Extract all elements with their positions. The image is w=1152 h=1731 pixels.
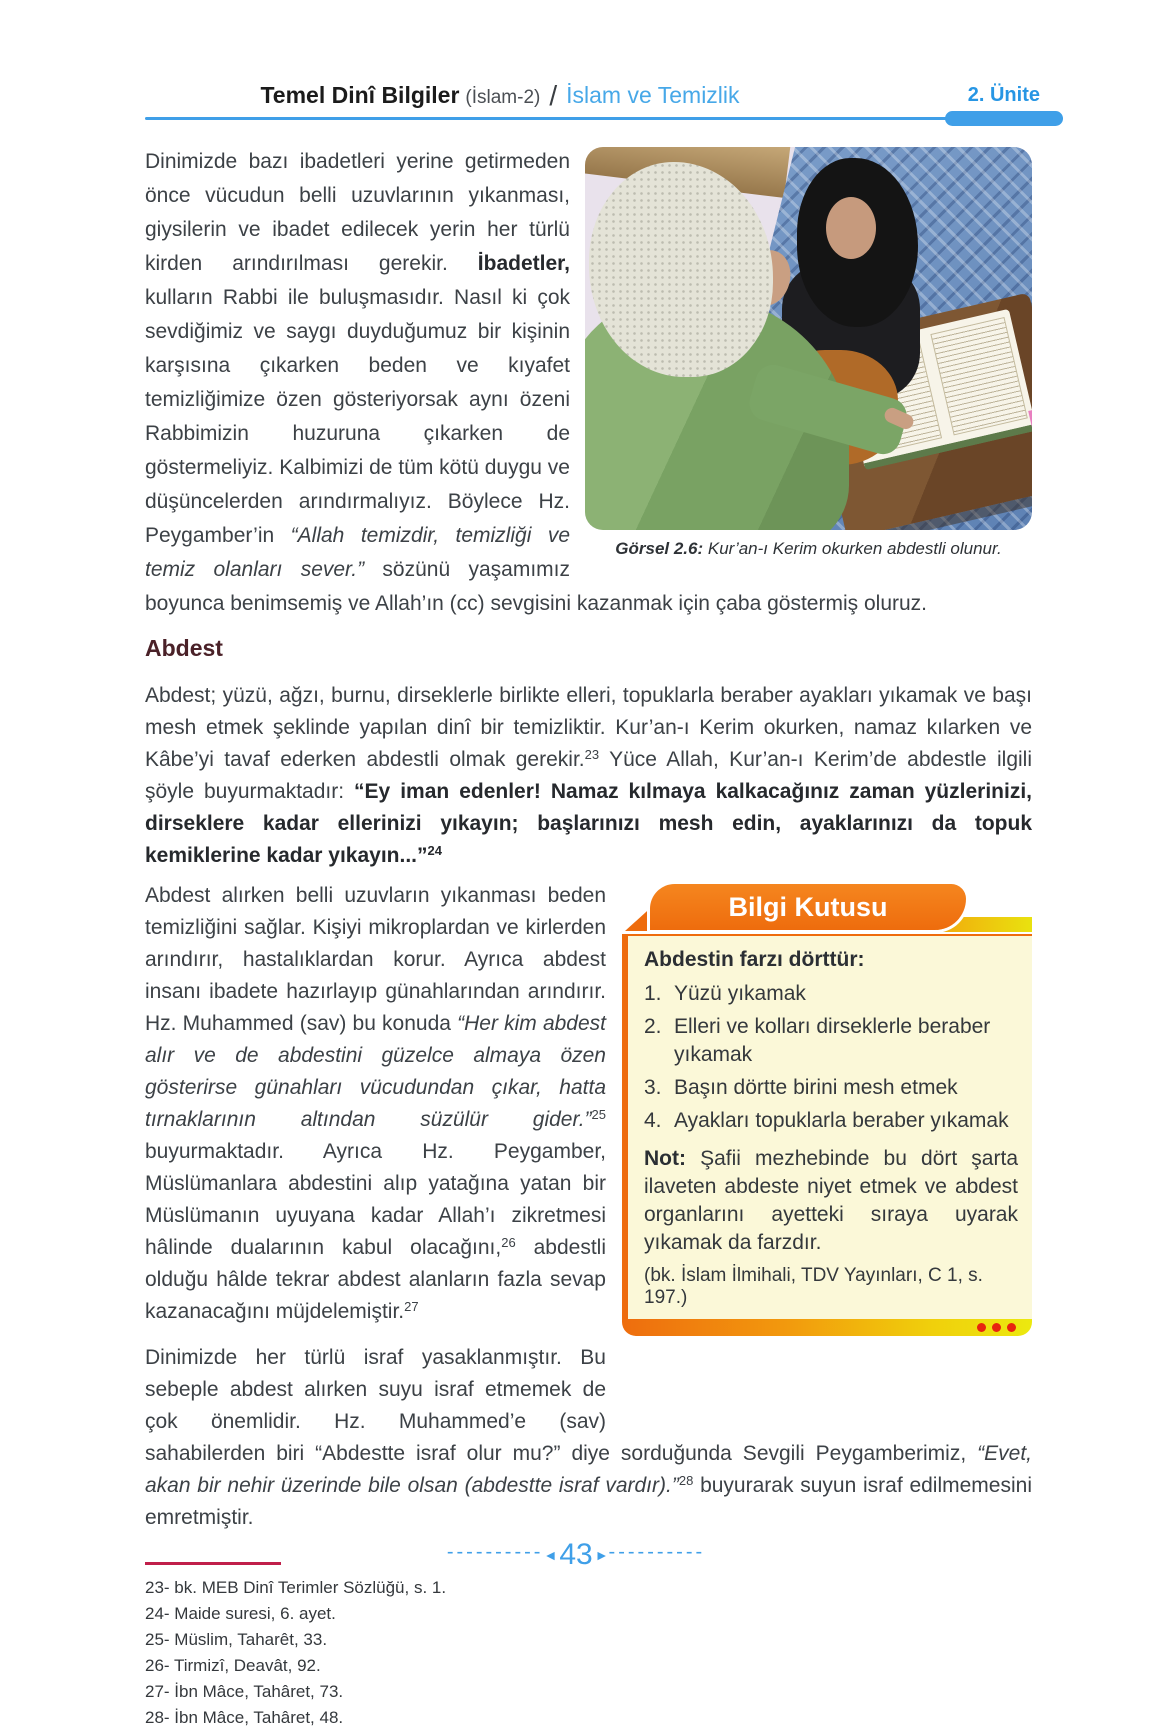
abdest-text-2: Yüce Allah, Kur’an-ı Kerim’de abdestle ilgili şöyle buyurmaktadır: [145,748,1032,803]
note-label: Not: [644,1147,686,1170]
page-marker-left-icon: ◄ [543,1547,558,1563]
ayet-quote: “Ey iman edenler! Namaz kılmaya kalkacağınız zaman yüzlerinizi, dirseklere kadar ellerinizi yıkayın; başlarınızı mesh edin, ayaklarınızı da topuk kemiklerine kadar yıkayın...” [145,780,1032,867]
page-marker-right-icon: ► [594,1547,609,1563]
footnote: 24- Maide suresi, 6. ayet. [145,1604,336,1623]
footnote: 25- Müslim, Taharêt, 33. [145,1630,328,1649]
chapter-title: İslam ve Temizlik [566,82,740,108]
info-box-bottom-bar [622,1319,1032,1336]
intro-text-3: sözünü yaşamımız boyunca benimsemiş ve Allah’ın (cc) sevgisini kazanmak için çaba göstermiş oluruz. [145,558,928,615]
footnote-ref-24: 24 [427,843,442,858]
photo-face-right [826,197,876,259]
bookmark-tab [1028,409,1032,427]
hadith-quote-2: “Her kim abdest alır ve de abdestini güzelce almaya özen gösterirse günahları vücudundan çıkar, hatta tırnaklarının altından süzülür gider.” [145,1012,606,1131]
intro-text-2: kulların Rabbi ile buluşmasıdır. Nasıl ki çok sevdiğimiz ve saygı duyduğumuz bir kişinin karşısına çıkarken beden ve kıyafet temizliğimize özen gösteriyorsak aynı özeni Rabbimizin huzuruna çıkarken de göstermeliyiz. Kalbimizi de tüm kötü duygu ve düşüncelerden arındırmalıyız. Böylece Hz. Peygamber’in [145,286,570,547]
abdest-definition-paragraph [145,674,1032,872]
footer-dashes-left: ---------- [446,1541,544,1563]
figure-caption-text: Kur’an-ı Kerim okurken abdestli olunur. [703,539,1002,558]
quran-reading-photo [585,147,1032,530]
list-item [644,1074,1018,1102]
info-box [622,884,1032,1336]
item-text: Yüzü yıkamak [674,982,806,1005]
footnote-ref-28: 28 [678,1473,694,1488]
footnote-ref-26: 26 [501,1235,516,1250]
figure-caption [585,538,1032,560]
book-subtitle: (İslam-2) [465,87,541,108]
header-title [0,80,1000,112]
figure-caption-label: Görsel 2.6: [615,539,704,558]
list-item [644,980,1018,1008]
photo-white-hijab [589,162,772,376]
note-text: Şafii mezhebinde bu dört şarta ilaveten abdeste niyet etmek ve abdest organlarını ayetteki sıraya uyarak yıkamak da farzdır. [644,1147,1018,1254]
item-number: 1. [644,982,662,1005]
israf-paragraph [145,1342,1032,1534]
benefits-text-2: buyurmaktadır. Ayrıca Hz. Peygamber, Müslümanlara abdestini alıp yatağına yatan bir Müslümanın uyuyana kadar Allah’ı zikretmesi hâlinde dualarının kabul olacağını, [145,1140,606,1259]
info-box-header [622,884,1032,934]
intro-bold: İbadetler, [477,252,570,275]
footnote: 28- İbn Mâce, Tahâret, 48. [145,1708,344,1727]
info-box-heading: Abdestin farzı dörttür: [644,948,865,971]
info-box-title: Bilgi Kutusu [728,891,888,922]
info-box-source: (bk. İslam İlmihali, TDV Yayınları, C 1, s. 197.) [644,1265,983,1308]
header-rule-pill [945,111,1063,126]
info-box-corner-accent [625,911,649,931]
figure-2-6 [585,147,1032,560]
hadith-quote: “Allah temizdir, temizliği ve temiz olanları sever.” [145,524,571,581]
footnote-ref-25: 25 [591,1107,606,1122]
footnote: 26- Tirmizî, Deavât, 92. [145,1656,321,1675]
footnote-ref-23: 23 [584,747,600,762]
info-box-body [622,934,1032,1319]
hadith-quote-3: “Evet, akan bir nehir üzerinde bile olsan (abdestte israf vardır).” [145,1442,1032,1497]
info-box-title-tab [650,884,966,930]
red-dot [992,1323,1001,1332]
title-separator: / [549,80,558,111]
list-item [644,1107,1018,1135]
item-number: 4. [644,1109,662,1132]
item-text: Ayakları topuklarla beraber yıkamak [674,1109,1009,1132]
page-footer [0,1538,1152,1572]
page-content [145,145,1032,1731]
red-dot [977,1323,986,1332]
list-item [644,1013,1018,1069]
footnote: 23- bk. MEB Dinî Terimler Sözlüğü, s. 1. [145,1578,447,1597]
benefits-text: Abdest alırken belli uzuvların yıkanması beden temizliğini sağlar. Kişiyi mikroplardan ve kirlerden arındırır, hastalıklardan korur. Ayrıca abdest insanı ibadete hazırlayıp günahlarından arındırır. Hz. Muhammed (sav) bu konuda [145,884,606,1035]
columns-section [145,880,1032,1548]
page-number: 43 [559,1538,593,1571]
footnotes-section [145,1548,1032,1731]
intro-section [145,145,1032,872]
section-heading-abdest: Abdest [145,635,223,661]
item-text: Elleri ve kolları dirseklerle beraber yıkamak [674,1015,991,1066]
book-title: Temel Dinî Bilgiler [260,82,460,108]
abdest-text: Abdest; yüzü, ağzı, burnu, dirseklerle birlikte elleri, topuklarla beraber ayakları yıkamak ve başı mesh etmek şeklinde yapılan dinî bir temizliktir. Kur’an-ı Kerim okurken, namaz kılarken ve Kâbe’yi tavaf ederken abdestli olmak gerekir. [145,684,1032,771]
info-box-note [644,1145,1018,1257]
red-dot [1007,1323,1016,1332]
item-text: Başın dörtte birini mesh etmek [674,1076,958,1099]
benefits-text-3: abdestli olduğu hâlde tekrar abdest alanların fazla sevap kazanacağını müjdelemiştir. [145,1236,607,1323]
israf-text-2: buyurarak suyun israf edilmemesini emretmiştir. [145,1474,1032,1529]
quran-page-right [930,317,1027,435]
item-number: 2. [644,1015,662,1038]
footnote: 27- İbn Mâce, Tahâret, 73. [145,1682,344,1701]
unit-label: 2. Ünite [967,84,1040,106]
header-rule [145,117,1063,120]
footnote-ref-27: 27 [404,1299,419,1314]
footer-dashes-right: ---------- [608,1541,706,1563]
intro-text: Dinimizde bazı ibadetleri yerine getirmeden önce vücudun belli uzuvlarının yıkanması, giysilerin ve ibadet edilecek yerin her türlü kirden arındırılması gerekir. [145,150,570,275]
israf-text: Dinimizde her türlü israf yasaklanmıştır. Bu sebeple abdest alırken suyu israf etmemek de çok önemlidir. Hz. Muhammed’e (sav) sahabilerden biri “Abdestte israf olur mu?” diye sorduğunda Sevgili Peygamberimiz, [145,1346,978,1465]
item-number: 3. [644,1076,662,1099]
